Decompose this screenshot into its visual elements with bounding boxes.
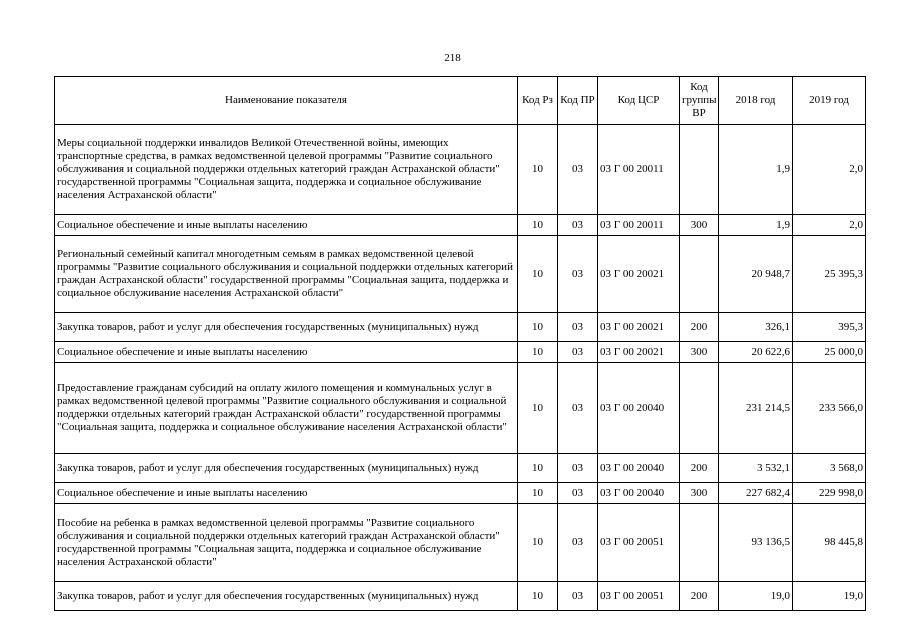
row-csr: 03 Г 00 20021 bbox=[598, 236, 680, 313]
row-csr: 03 Г 00 20021 bbox=[598, 342, 680, 363]
row-csr: 03 Г 00 20021 bbox=[598, 313, 680, 342]
row-2018: 19,0 bbox=[719, 582, 793, 611]
row-2018: 1,9 bbox=[719, 125, 793, 215]
table-row bbox=[55, 236, 866, 313]
row-rz: 10 bbox=[518, 342, 558, 363]
row-2018: 326,1 bbox=[719, 313, 793, 342]
row-name: Социальное обеспечение и иные выплаты населению bbox=[55, 215, 518, 236]
row-vr: 300 bbox=[680, 483, 719, 504]
row-2018: 20 622,6 bbox=[719, 342, 793, 363]
row-pr: 03 bbox=[558, 236, 598, 313]
row-rz: 10 bbox=[518, 454, 558, 483]
row-2018: 20 948,7 bbox=[719, 236, 793, 313]
table-row bbox=[55, 454, 866, 483]
row-2018: 3 532,1 bbox=[719, 454, 793, 483]
header-vr: Код группы ВР bbox=[680, 77, 719, 125]
row-name: Предоставление гражданам субсидий на оплату жилого помещения и коммунальных услуг в рамках ведомственной целевой программы "Развитие социального обслуживания и социальной поддержки отдельных категорий граждан Астраханской области" государственной программы "Социальная защита, поддержка и социальное обслуживание населения Астраханской области" bbox=[55, 363, 518, 454]
row-2019: 19,0 bbox=[793, 582, 866, 611]
table-row bbox=[55, 582, 866, 611]
row-2019: 3 568,0 bbox=[793, 454, 866, 483]
header-name: Наименование показателя bbox=[55, 77, 518, 125]
table-row bbox=[55, 504, 866, 582]
page-number: 218 bbox=[444, 52, 461, 64]
row-vr: 300 bbox=[680, 215, 719, 236]
row-name: Меры социальной поддержки инвалидов Великой Отечественной войны, имеющих транспортные средства, в рамках ведомственной целевой программы "Развитие социального обслуживания и социальной поддержки отдельных категорий граждан Астраханской области" государственной программы "Социальная защита, поддержка и социальное обслуживание населения Астраханской области" bbox=[55, 125, 518, 215]
row-2018: 93 136,5 bbox=[719, 504, 793, 582]
row-vr bbox=[680, 363, 719, 454]
row-vr: 200 bbox=[680, 313, 719, 342]
row-csr: 03 Г 00 20051 bbox=[598, 582, 680, 611]
table-row bbox=[55, 342, 866, 363]
row-pr: 03 bbox=[558, 483, 598, 504]
row-name: Социальное обеспечение и иные выплаты населению bbox=[55, 483, 518, 504]
row-csr: 03 Г 00 20011 bbox=[598, 215, 680, 236]
row-name: Пособие на ребенка в рамках ведомственной целевой программы "Развитие социального обслуживания и социальной поддержки отдельных категорий граждан Астраханской области" государственной программы "Социальная защита, поддержка и социальное обслуживание населения Астраханской области" bbox=[55, 504, 518, 582]
table-row bbox=[55, 125, 866, 215]
table-row bbox=[55, 215, 866, 236]
row-pr: 03 bbox=[558, 454, 598, 483]
row-pr: 03 bbox=[558, 125, 598, 215]
row-2019: 25 395,3 bbox=[793, 236, 866, 313]
row-rz: 10 bbox=[518, 483, 558, 504]
row-2018: 231 214,5 bbox=[719, 363, 793, 454]
row-rz: 10 bbox=[518, 215, 558, 236]
row-2019: 233 566,0 bbox=[793, 363, 866, 454]
table-row bbox=[55, 313, 866, 342]
row-2019: 25 000,0 bbox=[793, 342, 866, 363]
row-pr: 03 bbox=[558, 342, 598, 363]
row-csr: 03 Г 00 20011 bbox=[598, 125, 680, 215]
row-2018: 227 682,4 bbox=[719, 483, 793, 504]
row-csr: 03 Г 00 20040 bbox=[598, 363, 680, 454]
row-vr bbox=[680, 236, 719, 313]
row-name: Закупка товаров, работ и услуг для обеспечения государственных (муниципальных) нужд bbox=[55, 582, 518, 611]
header-csr: Код ЦСР bbox=[598, 77, 680, 125]
row-name: Социальное обеспечение и иные выплаты населению bbox=[55, 342, 518, 363]
row-rz: 10 bbox=[518, 313, 558, 342]
row-2019: 229 998,0 bbox=[793, 483, 866, 504]
row-vr bbox=[680, 125, 719, 215]
row-pr: 03 bbox=[558, 313, 598, 342]
row-vr: 200 bbox=[680, 454, 719, 483]
row-2019: 2,0 bbox=[793, 125, 866, 215]
row-rz: 10 bbox=[518, 125, 558, 215]
row-csr: 03 Г 00 20040 bbox=[598, 454, 680, 483]
table-row bbox=[55, 363, 866, 454]
row-2019: 2,0 bbox=[793, 215, 866, 236]
row-2018: 1,9 bbox=[719, 215, 793, 236]
row-rz: 10 bbox=[518, 504, 558, 582]
row-csr: 03 Г 00 20051 bbox=[598, 504, 680, 582]
row-vr: 300 bbox=[680, 342, 719, 363]
row-vr bbox=[680, 504, 719, 582]
row-rz: 10 bbox=[518, 236, 558, 313]
row-2019: 395,3 bbox=[793, 313, 866, 342]
row-rz: 10 bbox=[518, 582, 558, 611]
row-csr: 03 Г 00 20040 bbox=[598, 483, 680, 504]
header-2018: 2018 год bbox=[719, 77, 793, 125]
header-pr: Код ПР bbox=[558, 77, 598, 125]
row-name: Закупка товаров, работ и услуг для обеспечения государственных (муниципальных) нужд bbox=[55, 454, 518, 483]
row-rz: 10 bbox=[518, 363, 558, 454]
row-pr: 03 bbox=[558, 215, 598, 236]
row-pr: 03 bbox=[558, 504, 598, 582]
header-rz: Код Рз bbox=[518, 77, 558, 125]
table-row bbox=[55, 483, 866, 504]
row-pr: 03 bbox=[558, 363, 598, 454]
budget-table bbox=[54, 76, 866, 611]
header-row bbox=[55, 77, 866, 125]
row-name: Региональный семейный капитал многодетным семьям в рамках ведомственной целевой программы "Развитие социального обслуживания и социальной поддержки отдельных категорий граждан Астраханской области" государственной программы "Социальная защита, поддержка и социальное обслуживание населения Астраханской области" bbox=[55, 236, 518, 313]
row-name: Закупка товаров, работ и услуг для обеспечения государственных (муниципальных) нужд bbox=[55, 313, 518, 342]
header-2019: 2019 год bbox=[793, 77, 866, 125]
row-2019: 98 445,8 bbox=[793, 504, 866, 582]
row-pr: 03 bbox=[558, 582, 598, 611]
row-vr: 200 bbox=[680, 582, 719, 611]
